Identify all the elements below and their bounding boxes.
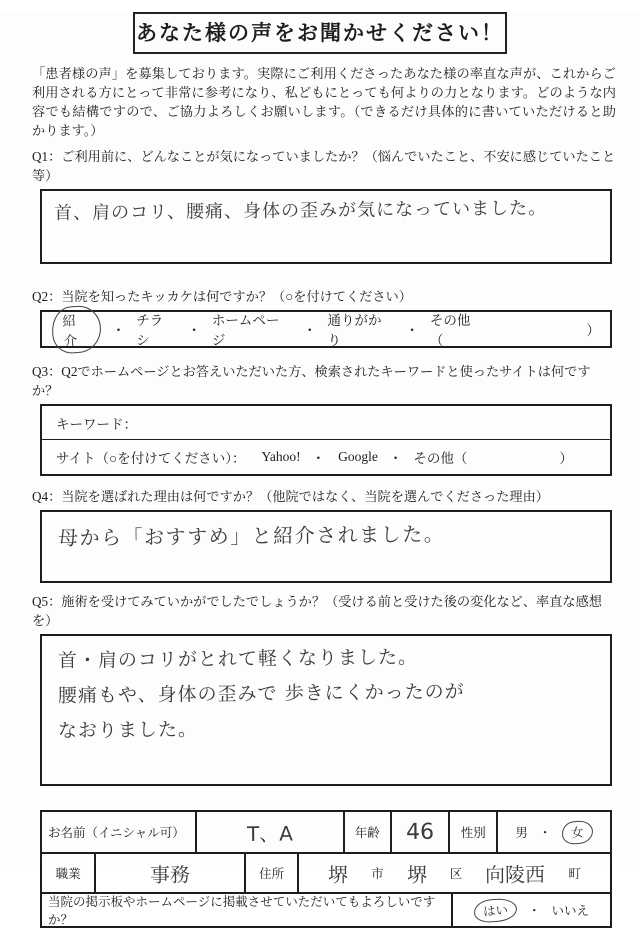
option-separator: ・ [388, 451, 403, 466]
option-separator: ・ [311, 451, 326, 466]
form-title: あなた様の声をお聞かせください！ [136, 21, 504, 45]
q4-handwritten-answer: 母から「おすすめ」と紹介されました。 [57, 521, 446, 550]
q5-handwritten-line-2: 腰痛もや、身体の歪みで 歩きにくかったのが [57, 680, 465, 707]
q3-other-close-paren: ） [559, 451, 573, 466]
name-label: お名前（イニシャル可） [48, 826, 185, 840]
respondent-info-table [40, 810, 612, 928]
q2-option-homepage: ホームページ [211, 313, 280, 348]
name-label-cell [42, 812, 195, 852]
publish-option-no: いいえ [551, 904, 589, 918]
form-title-box [133, 12, 507, 54]
q2-option-other-label: その他（ [429, 313, 471, 348]
option-separator: ・ [302, 323, 317, 338]
gender-selected-circle [562, 819, 594, 844]
q2-other-close-paren: ） [586, 323, 600, 338]
q1-answer-box [40, 189, 612, 264]
intro-paragraph: 「患者様の声」を募集しております。実際にご利用くださったあなた様の率直な声が、これからご利用される方にとって非常に参考になり、私どもにとっても何よりの力となります。どのような内容でも結構ですので、ご協力よろしくお願いします。（できるだけ具体的に書いていただけると助かります。） [32, 66, 616, 138]
address-ward-suffix: 区 [449, 867, 463, 881]
table-row-publish-consent [42, 892, 610, 926]
option-separator: ・ [187, 323, 201, 338]
q5-answer-box [40, 634, 612, 786]
q2-option-flyer: チラシ [136, 313, 164, 348]
q2-options-box [40, 310, 612, 348]
address-town-handwritten: 向陵西 [485, 861, 546, 887]
table-row-job-address [42, 852, 610, 892]
job-label-cell [42, 854, 94, 892]
gender-option-male: 男 [515, 826, 528, 840]
job-value-cell [94, 854, 244, 892]
address-city-suffix: 市 [371, 867, 384, 881]
gender-option-female: 女 [570, 825, 585, 840]
publish-question-cell [42, 894, 451, 926]
publish-answer-cell [451, 894, 610, 926]
age-label: 年齢 [354, 826, 380, 840]
gender-value-cell [496, 812, 610, 852]
gender-label: 性別 [460, 826, 486, 840]
name-value-cell [195, 812, 343, 852]
q3-site-row [42, 440, 610, 474]
address-label-cell [244, 854, 297, 892]
q2-option-referral: 紹介 [61, 312, 78, 349]
age-label-cell [343, 812, 390, 852]
q3-keyword-row [42, 406, 610, 440]
publish-selected-circle [473, 897, 518, 923]
job-label: 職業 [55, 867, 81, 881]
address-value-cell [297, 854, 610, 892]
publish-option-yes: はい [482, 902, 509, 919]
address-town-suffix: 町 [568, 867, 581, 881]
age-value-cell [390, 812, 449, 852]
q5-handwritten-line-3: なおりました。 [57, 718, 199, 742]
q5-handwritten-line-1: 首・肩のコリがとれて軽くなりました。 [57, 646, 419, 672]
q3-site-other-label: その他（ [413, 451, 468, 466]
option-separator: ・ [527, 904, 541, 918]
option-separator: ・ [405, 323, 419, 338]
q2-selected-option-circle [50, 304, 102, 354]
q1-handwritten-answer: 首、肩のコリ、腰痛、身体の歪みが気になっていました。 [53, 197, 548, 224]
q3-site-label: サイト（○を付けてください）： [56, 451, 246, 466]
q2-option-passing-by: 通りがかり [327, 313, 382, 348]
job-handwritten-value: 事務 [150, 862, 191, 887]
option-separator: ・ [538, 826, 552, 840]
q3-keyword-label: キーワード： [56, 416, 137, 432]
table-row-name-age-gender [42, 812, 610, 852]
option-separator: ・ [111, 323, 126, 338]
q3-site-option-yahoo: Yahoo! [261, 449, 301, 464]
publish-question: 当院の掲示板やホームページに掲載させていただいてもよろしいですか？ [48, 895, 436, 927]
q3-label: Q3：Q2でホームページとお答えいただいた方、検索されたキーワードと使ったサイトは何ですか？ [32, 364, 591, 398]
name-handwritten-value: T、A [247, 821, 294, 846]
q3-answer-box [40, 404, 612, 476]
address-ward-handwritten: 堺 [406, 862, 427, 887]
q4-label: Q4：当院を選ばれた理由は何ですか？（他院ではなく、当院を選んでくださった理由） [32, 489, 549, 504]
gender-label-cell [448, 812, 496, 852]
q4-answer-box [40, 510, 612, 583]
scanned-questionnaire-page [0, 12, 640, 927]
q1-label: Q1：ご利用前に、どんなことが気になっていましたか？（悩んでいたこと、不安に感じていたこと等） [32, 149, 616, 183]
q5-label: Q5：施術を受けてみていかがでしたでしょうか？（受ける前と受けた後の変化など、率直な感想を） [32, 594, 602, 628]
address-city-handwritten: 堺 [327, 862, 349, 887]
address-label: 住所 [259, 867, 285, 881]
q3-site-option-google: Google [338, 449, 378, 464]
q2-label: Q2：当院を知ったキッカケは何ですか？（○を付けてください） [32, 289, 412, 304]
age-handwritten-value: 46 [405, 819, 434, 845]
